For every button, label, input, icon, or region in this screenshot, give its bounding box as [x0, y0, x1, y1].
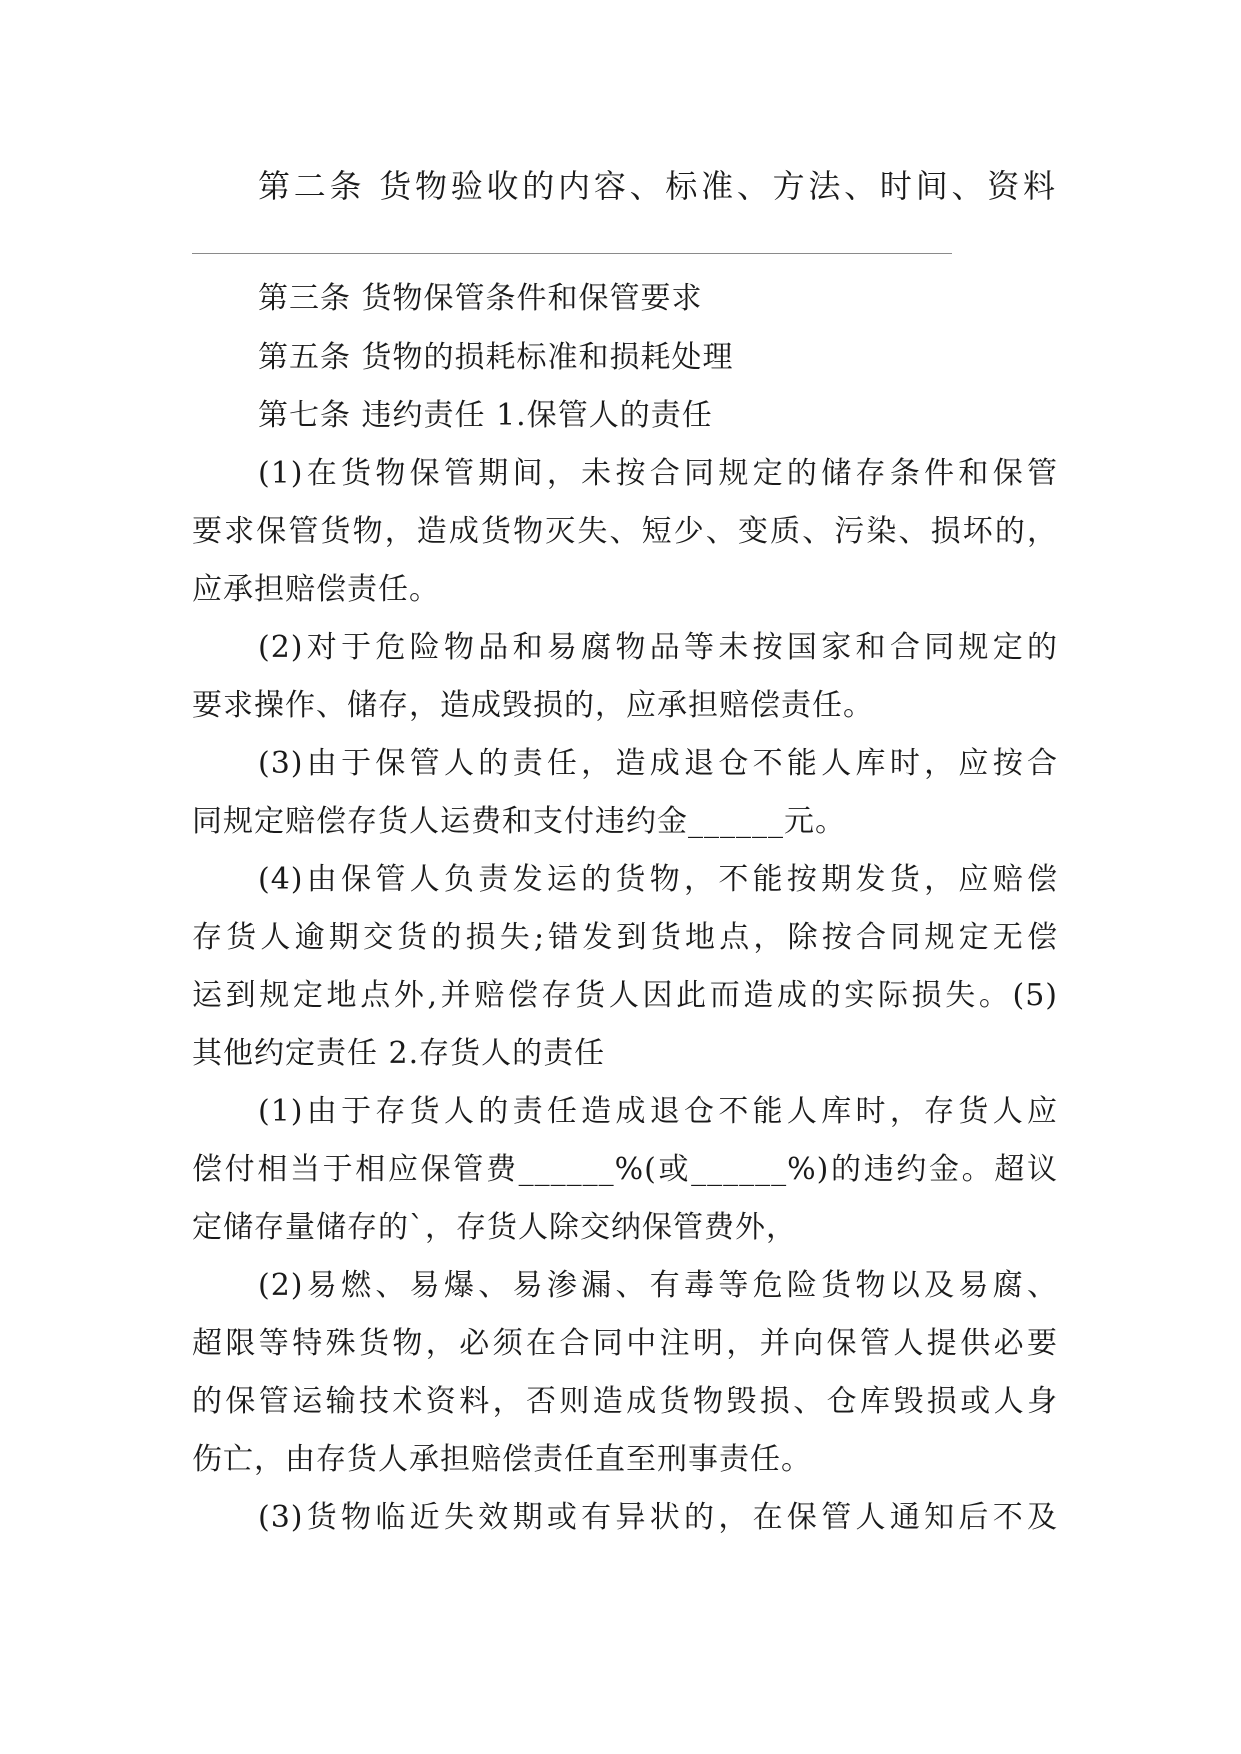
- paragraph-line: 其他约定责任 2.存货人的责任: [192, 1036, 606, 1071]
- paragraph-line: 定储存量储存的`，存货人除交纳保管费外，: [192, 1210, 797, 1245]
- article-5-heading: 第五条 货物的损耗标准和损耗处理: [258, 340, 734, 375]
- paragraph-line: 同规定赔偿存货人运费和支付违约金______元。: [192, 804, 846, 839]
- paragraph-line: 应承担赔偿责任。: [192, 572, 440, 607]
- paragraph-line: (2)对于危险物品和易腐物品等未按国家和合同规定的: [258, 630, 1058, 665]
- paragraph-line: (1)由于存货人的责任造成退仓不能人库时，存货人应: [258, 1094, 1058, 1129]
- paragraph-line: 伤亡，由存货人承担赔偿责任直至刑事责任。: [192, 1442, 812, 1477]
- article-2-heading: 第二条 货物验收的内容、标准、方法、时间、资料: [258, 167, 1058, 205]
- article-3-heading: 第三条 货物保管条件和保管要求: [258, 281, 703, 316]
- paragraph-line: 要求操作、储存，造成毁损的，应承担赔偿责任。: [192, 688, 874, 723]
- paragraph-line: 偿付相当于相应保管费______%(或______%)的违约金。超议: [192, 1152, 1058, 1187]
- paragraph-line: (1)在货物保管期间，未按合同规定的储存条件和保管: [258, 456, 1058, 491]
- paragraph-line: 的保管运输技术资料，否则造成货物毁损、仓库毁损或人身: [192, 1384, 1058, 1419]
- paragraph-line: (4)由保管人负责发运的货物，不能按期发货，应赔偿: [258, 862, 1058, 897]
- paragraph-line: 超限等特殊货物，必须在合同中注明，并向保管人提供必要: [192, 1326, 1058, 1361]
- paragraph-line: 运到规定地点外,并赔偿存货人因此而造成的实际损失。(5): [192, 978, 1058, 1013]
- paragraph-line: (3)货物临近失效期或有异状的，在保管人通知后不及: [258, 1500, 1058, 1535]
- paragraph-line: 要求保管货物，造成货物灭失、短少、变质、污染、损坏的，: [192, 514, 1058, 549]
- article-7-heading: 第七条 违约责任 1.保管人的责任: [258, 398, 713, 433]
- blank-fill-line: [192, 253, 952, 254]
- paragraph-line: (2)易燃、易爆、易渗漏、有毒等危险货物以及易腐、: [258, 1268, 1058, 1303]
- paragraph-line: 存货人逾期交货的损失;错发到货地点，除按合同规定无偿: [192, 920, 1058, 955]
- paragraph-line: (3)由于保管人的责任，造成退仓不能人库时，应按合: [258, 746, 1058, 781]
